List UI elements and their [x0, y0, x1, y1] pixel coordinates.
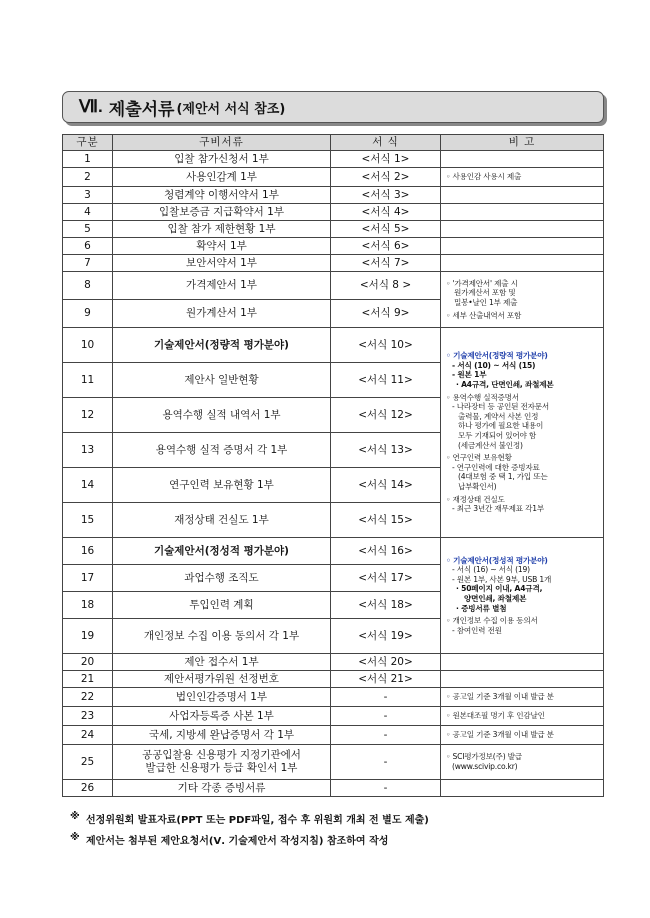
- remark-line: - 원본 1부, 사본 9부, USB 1개: [452, 574, 552, 584]
- row-no: 26: [63, 780, 113, 797]
- row-no: 5: [63, 221, 113, 238]
- footnote-text: 선정위원회 발표자료(PPT 또는 PDF파일, 접수 후 위원회 개최 전 별도 제출): [86, 815, 429, 826]
- row-form: <서식 21>: [331, 671, 441, 688]
- row-document: 제안서평가위원 선정번호: [113, 671, 331, 688]
- row-document: 개인정보 수집 이용 동의서 각 1부: [113, 619, 331, 654]
- row-document: 용역수행 실적 내역서 1부: [113, 398, 331, 433]
- table-row: [63, 187, 604, 204]
- table-row: [63, 238, 604, 255]
- row-form: <서식 2>: [331, 168, 441, 187]
- row-no: 6: [63, 238, 113, 255]
- row-no: 11: [63, 363, 113, 398]
- row-remark: [441, 187, 604, 204]
- row-no: 2: [63, 168, 113, 187]
- row-form: -: [331, 726, 441, 745]
- table-row: [63, 151, 604, 168]
- row-document-line: 공공입찰용 신용평가 지정기관에서: [142, 749, 301, 761]
- row-document: 기타 각종 증빙서류: [113, 780, 331, 797]
- row-remark: [441, 328, 604, 538]
- row-form: <서식 15>: [331, 503, 441, 538]
- table-row: [63, 726, 604, 745]
- row-remark: [441, 272, 604, 328]
- row-form: <서식 14>: [331, 468, 441, 503]
- row-no: 18: [63, 592, 113, 619]
- row-document: [113, 745, 331, 780]
- row-document: 국세, 지방세 완납증명서 각 1부: [113, 726, 331, 745]
- row-form: <서식 8 >: [331, 272, 441, 300]
- row-form: <서식 16>: [331, 538, 441, 565]
- row-no: 20: [63, 654, 113, 671]
- table-row: [63, 688, 604, 707]
- remark-line: 모두 기재되어 있어야 함: [458, 431, 536, 440]
- row-remark: [441, 745, 604, 780]
- remark-line: 납부확인서): [458, 481, 497, 491]
- section-title: 제출서류: [108, 99, 175, 120]
- row-document: 확약서 1부: [113, 238, 331, 255]
- remark-line: ◦ 연구인력 보유현황: [446, 453, 512, 463]
- row-document: 제안 접수서 1부: [113, 654, 331, 671]
- row-no: 13: [63, 433, 113, 468]
- row-document: 기술제안서(정성적 평가분야): [113, 538, 331, 565]
- row-no: 15: [63, 503, 113, 538]
- row-no: 14: [63, 468, 113, 503]
- row-document: 사업자등록증 사본 1부: [113, 707, 331, 726]
- remark-line: - 서식 (16) ~ 서식 (19): [452, 565, 530, 575]
- row-document: 연구인력 보유현황 1부: [113, 468, 331, 503]
- footnote: [70, 811, 429, 826]
- remark-line: 원가계산서 포함 및: [454, 288, 516, 298]
- row-no: 21: [63, 671, 113, 688]
- table-row: [63, 780, 604, 797]
- table-row: [63, 168, 604, 187]
- row-document: 입찰보증금 지급확약서 1부: [113, 204, 331, 221]
- remark-line: · A4규격, 단면인쇄, 좌철제본: [456, 380, 554, 390]
- remark-line: (4대보험 중 택 1, 가입 또는: [458, 472, 548, 482]
- row-no: 16: [63, 538, 113, 565]
- row-document: 가격제안서 1부: [113, 272, 331, 300]
- remark-line: 밀봉•날인 1부 제출: [454, 298, 518, 307]
- remark-line: ◦ 세부 산출내역서 포함: [446, 310, 522, 320]
- row-form: <서식 13>: [331, 433, 441, 468]
- row-form: <서식 18>: [331, 592, 441, 619]
- row-document: 법인인감증명서 1부: [113, 688, 331, 707]
- table-row: [63, 671, 604, 688]
- row-remark: ◦ 공고일 기준 3개월 이내 발급 분: [441, 726, 604, 745]
- row-no: 9: [63, 300, 113, 328]
- row-no: 7: [63, 255, 113, 272]
- row-remark: ◦ 원본대조필 명기 후 인감날인: [441, 707, 604, 726]
- remark-line: ◦ '가격제안서' 제출 시: [446, 278, 518, 288]
- row-remark: [441, 780, 604, 797]
- row-document: 기술제안서(정량적 평가분야): [113, 328, 331, 363]
- remark-line: 하나 평가에 필요한 내용이: [458, 421, 544, 431]
- row-form: <서식 7>: [331, 255, 441, 272]
- header-form: 서 식: [331, 135, 441, 151]
- row-remark: [441, 151, 604, 168]
- row-form: <서식 1>: [331, 151, 441, 168]
- remark-line: - 연구인력에 대한 증빙자료: [452, 462, 540, 472]
- table-row: [63, 328, 604, 363]
- remark-line: (www.scivip.co.kr): [452, 762, 518, 771]
- remark-line: ◦ 용역수행 실적증명서: [446, 392, 519, 402]
- row-no: 12: [63, 398, 113, 433]
- row-no: 3: [63, 187, 113, 204]
- row-no: 1: [63, 151, 113, 168]
- row-form: <서식 11>: [331, 363, 441, 398]
- row-form: <서식 4>: [331, 204, 441, 221]
- row-no: 22: [63, 688, 113, 707]
- row-remark: [441, 255, 604, 272]
- row-form: -: [331, 745, 441, 780]
- row-no: 19: [63, 619, 113, 654]
- row-document: 사용인감계 1부: [113, 168, 331, 187]
- row-form: -: [331, 780, 441, 797]
- section-title-box: [62, 91, 604, 123]
- row-document: 용역수행 실적 증명서 각 1부: [113, 433, 331, 468]
- row-remark: [441, 221, 604, 238]
- remark-line: (세금계산서 불인정): [458, 440, 523, 450]
- remark-line: - 나라장터 등 공인된 전자문서: [452, 402, 550, 412]
- row-no: 23: [63, 707, 113, 726]
- row-document: 청렴계약 이행서약서 1부: [113, 187, 331, 204]
- table-row: [63, 654, 604, 671]
- table-row: [63, 707, 604, 726]
- row-form: <서식 6>: [331, 238, 441, 255]
- row-form: <서식 12>: [331, 398, 441, 433]
- row-no: 4: [63, 204, 113, 221]
- row-document: 투입인력 계획: [113, 592, 331, 619]
- row-form: -: [331, 688, 441, 707]
- row-document: 보안서약서 1부: [113, 255, 331, 272]
- remark-line: 양면인쇄, 좌철제본: [464, 594, 527, 603]
- row-form: <서식 17>: [331, 565, 441, 592]
- row-remark: [441, 654, 604, 671]
- remark-line: - 서식 (10) ~ 서식 (15): [452, 360, 536, 370]
- remark-line: ◦ 개인정보 수집 이용 동의서: [446, 616, 538, 626]
- remark-line: ◦ SCI평가정보(주) 발급: [446, 752, 522, 762]
- row-remark: [441, 238, 604, 255]
- row-remark: [441, 204, 604, 221]
- row-remark: ◦ 사용인감 사용시 제출: [441, 168, 604, 187]
- header-document: 구비서류: [113, 135, 331, 151]
- header-no: 구분: [63, 135, 113, 151]
- row-document: 원가계산서 1부: [113, 300, 331, 328]
- table-row: [63, 221, 604, 238]
- row-document: 제안사 일반현황: [113, 363, 331, 398]
- row-document: 입찰 참가 제한현황 1부: [113, 221, 331, 238]
- table-row: [63, 255, 604, 272]
- row-no: 17: [63, 565, 113, 592]
- table-row: [63, 204, 604, 221]
- row-document: 과업수행 조직도: [113, 565, 331, 592]
- row-form: -: [331, 707, 441, 726]
- row-remark: ◦ 공고일 기준 3개월 이내 발급 분: [441, 688, 604, 707]
- reference-mark-icon: ※: [70, 832, 80, 843]
- table-row: [63, 745, 604, 780]
- row-form: <서식 19>: [331, 619, 441, 654]
- remark-line: ◦ 기술제안서(정성적 평가분야): [446, 555, 548, 565]
- footnote: [70, 832, 389, 847]
- row-no: 8: [63, 272, 113, 300]
- section-number: Ⅶ.: [79, 97, 103, 116]
- table-row: [63, 538, 604, 565]
- reference-mark-icon: ※: [70, 811, 80, 822]
- remark-line: 출력물, 계약서 사본 인정: [458, 411, 539, 421]
- section-subtitle: (제안서 서식 참조): [176, 101, 286, 117]
- row-no: 10: [63, 328, 113, 363]
- remark-line: - 참여인력 전원: [452, 625, 502, 635]
- remark-line: ◦ 재정상태 건실도: [446, 494, 505, 504]
- row-form: <서식 3>: [331, 187, 441, 204]
- header-remarks: 비 고: [441, 135, 604, 151]
- row-remark: [441, 538, 604, 654]
- row-form: <서식 20>: [331, 654, 441, 671]
- table-row: [63, 272, 604, 300]
- remark-line: · 증빙서류 별첨: [456, 603, 507, 613]
- remark-line: - 원본 1부: [452, 370, 487, 380]
- documents-table: [62, 134, 604, 797]
- row-document: 재정상태 건실도 1부: [113, 503, 331, 538]
- row-document-line: 발급한 신용평가 등급 확인서 1부: [145, 762, 298, 774]
- row-document: 입찰 참가신청서 1부: [113, 151, 331, 168]
- row-form: <서식 10>: [331, 328, 441, 363]
- remark-line: ◦ 기술제안서(정량적 평가분야): [446, 351, 548, 361]
- row-form: <서식 5>: [331, 221, 441, 238]
- row-remark: [441, 671, 604, 688]
- row-no: 25: [63, 745, 113, 780]
- table-header-row: [63, 135, 604, 151]
- row-form: <서식 9>: [331, 300, 441, 328]
- remark-line: - 최근 3년간 재무제표 각1부: [452, 504, 545, 514]
- footnote-text: 제안서는 첨부된 제안요청서(Ⅴ. 기술제안서 작성지침) 참조하여 작성: [86, 836, 389, 847]
- row-no: 24: [63, 726, 113, 745]
- remark-line: · 50페이지 이내, A4규격,: [456, 584, 543, 594]
